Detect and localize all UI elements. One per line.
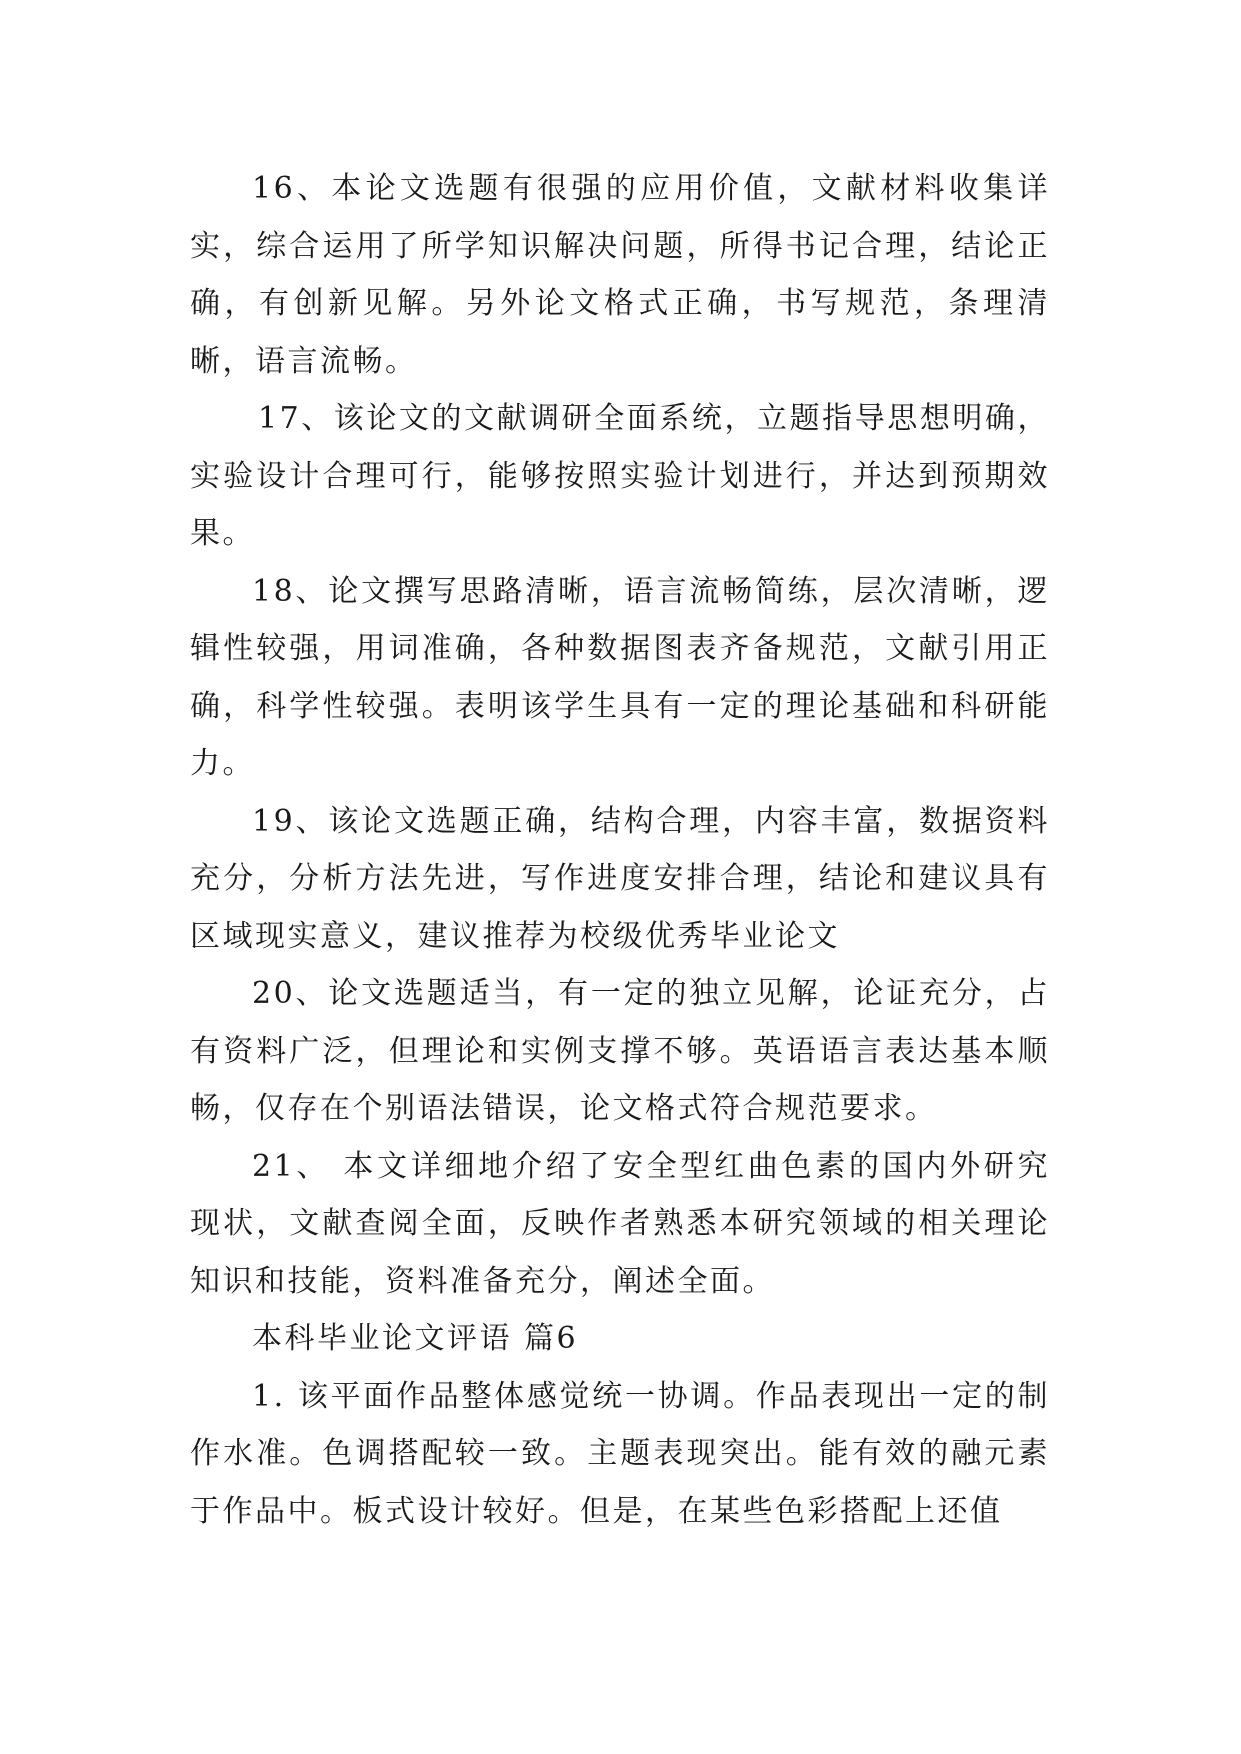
comment-paragraph-18: 18、论文撰写思路清晰，语言流畅简练，层次清晰，逻辑性较强，用词准确，各种数据图表齐备规范，文献引用正确，科学性较强。表明该学生具有一定的理论基础和科研能力。 (190, 573, 1050, 781)
comment-paragraph-16: 16、本论文选题有很强的应用价值，文献材料收集详实，综合运用了所学知识解决问题，所得书记合理，结论正确，有创新见解。另外论文格式正确，书写规范，条理清晰，语言流畅。 (190, 171, 1050, 379)
comment-paragraph-1: 1. 该平面作品整体感觉统一协调。作品表现出一定的制作水准。色调搭配较一致。主题表现突出。能有效的融元素于作品中。板式设计较好。但是，在某些色彩搭配上还值 (190, 1378, 1050, 1529)
comment-paragraph-17: 17、该论文的文献调研全面系统，立题指导思想明确，实验设计合理可行，能够按照实验计划进行，并达到预期效果。 (190, 401, 1050, 551)
comment-paragraph-21: 21、 本文详细地介绍了安全型红曲色素的国内外研究现状，文献查阅全面，反映作者熟悉本研究领域的相关理论知识和技能，资料准备充分，阐述全面。 (190, 1148, 1050, 1299)
comment-paragraph-19: 19、该论文选题正确，结构合理，内容丰富，数据资料充分，分析方法先进，写作进度安排合理，结论和建议具有区域现实意义，建议推荐为校级优秀毕业论文 (190, 803, 1050, 954)
comment-paragraph-20: 20、论文选题适当，有一定的独立见解，论证充分，占有资料广泛，但理论和实例支撑不够。英语语言表达基本顺畅，仅存在个别语法错误，论文格式符合规范要求。 (190, 976, 1050, 1126)
section-heading: 本科毕业论文评语 篇6 (252, 1321, 579, 1356)
document-body (190, 160, 1050, 1540)
